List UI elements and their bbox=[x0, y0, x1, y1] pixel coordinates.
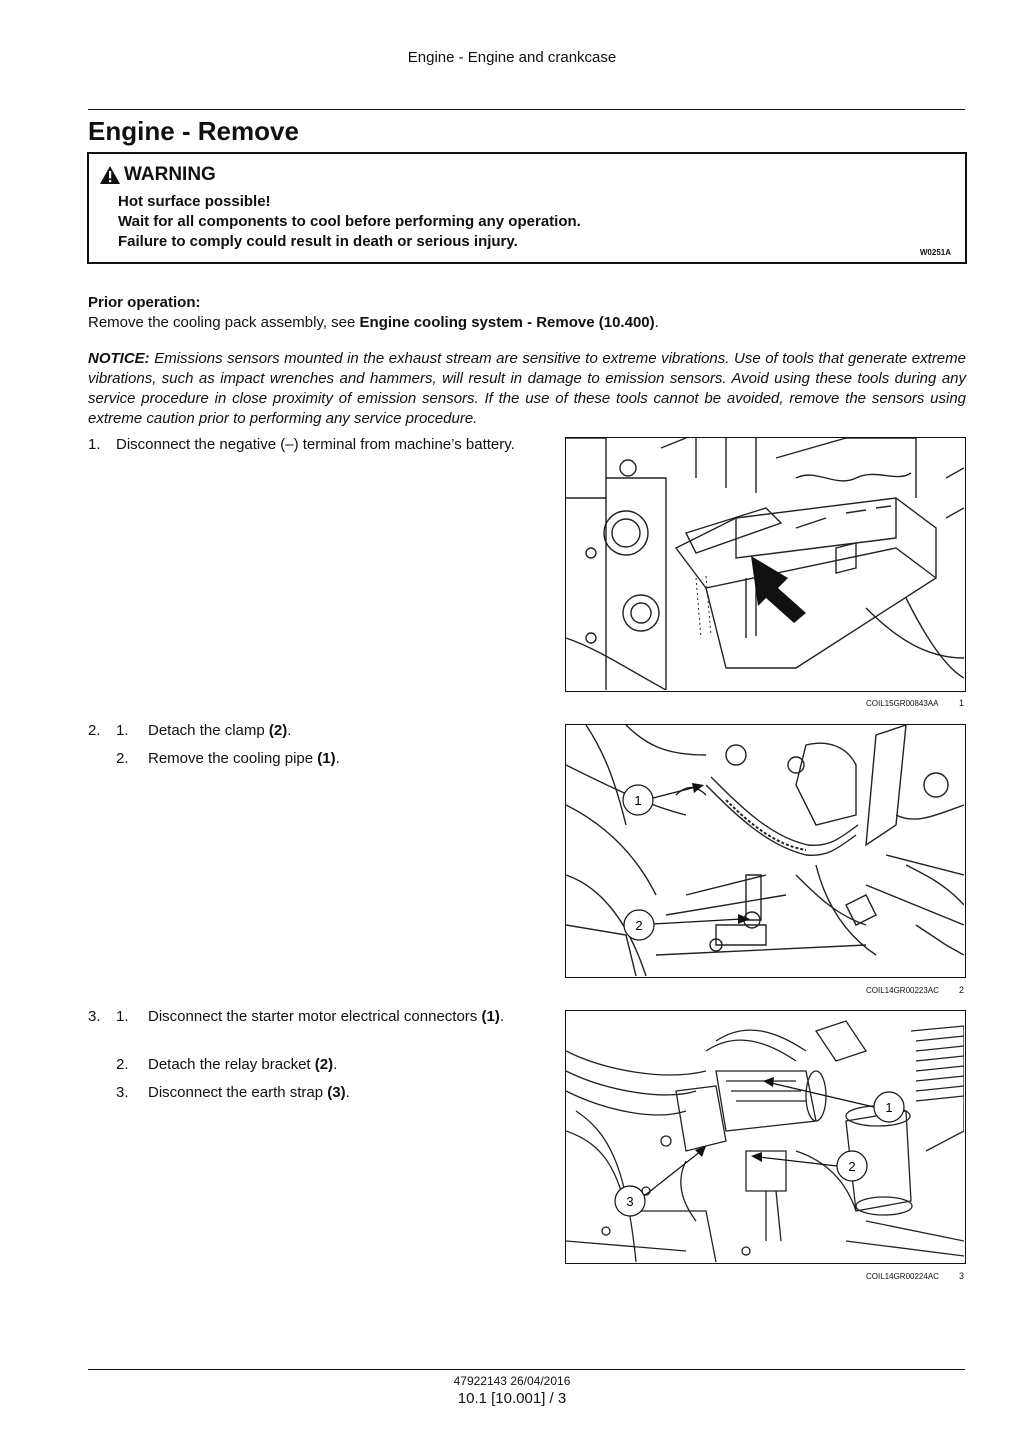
substep-end: . bbox=[287, 722, 292, 739]
prior-operation-text bbox=[88, 314, 659, 331]
figure-code: COIL14GR00224AC bbox=[866, 1272, 939, 1281]
substep-text bbox=[148, 1083, 350, 1103]
warning-text bbox=[118, 192, 581, 252]
step-number: 3. bbox=[88, 1008, 101, 1025]
running-header: Engine - Engine and crankcase bbox=[407, 49, 617, 66]
substep-end: . bbox=[335, 750, 340, 767]
substep-end: . bbox=[345, 1084, 350, 1101]
substep-end: . bbox=[499, 1008, 504, 1025]
callout-label: 1 bbox=[885, 1100, 893, 1115]
substep-ref: (2) bbox=[314, 1056, 334, 1073]
footer-rule bbox=[88, 1369, 965, 1370]
substep-body: Detach the clamp bbox=[148, 722, 269, 739]
substep-number: 2. bbox=[116, 750, 129, 767]
section-title: Engine - Remove bbox=[88, 116, 299, 146]
substep-text bbox=[148, 749, 340, 769]
starter-motor-illustration bbox=[566, 1011, 964, 1262]
substep-end: . bbox=[333, 1056, 338, 1073]
prior-operation-lead: Remove the cooling pack assembly, see bbox=[88, 314, 360, 331]
figure-number: 3 bbox=[959, 1271, 965, 1281]
warning-triangle-icon bbox=[99, 165, 121, 185]
substep-number: 2. bbox=[116, 1056, 129, 1073]
notice-text: Emissions sensors mounted in the exhaust stream are sensitive to extreme vibrations. Use of tools that generate extreme vibrations, such as impact wrenches and hammers, will result in damage to emission sensors. Avoid using these tools during any service procedure in close proximity of emission sensors. If the use of these tools cannot be avoided, remove the sensors using extreme caution prior to performing any service procedure. bbox=[88, 350, 966, 427]
substep-number: 1. bbox=[116, 1008, 129, 1025]
figure-cooling-pipe bbox=[565, 724, 966, 978]
prior-operation-link[interactable]: Engine cooling system - Remove (10.400) bbox=[359, 314, 655, 331]
callout-label: 3 bbox=[626, 1194, 634, 1209]
callout-label: 2 bbox=[848, 1159, 856, 1174]
substep-number: 3. bbox=[116, 1084, 129, 1101]
substep-text bbox=[148, 1055, 337, 1075]
prior-operation-end: . bbox=[654, 314, 659, 331]
warning-line: Failure to comply could result in death or serious injury. bbox=[118, 233, 518, 250]
step-number: 1. bbox=[88, 436, 101, 453]
substep-body: Disconnect the starter motor electrical connectors bbox=[148, 1008, 482, 1025]
figure-battery bbox=[565, 437, 966, 692]
callout-label: 1 bbox=[634, 793, 642, 808]
battery-illustration bbox=[566, 438, 964, 690]
notice-label: NOTICE: bbox=[88, 350, 150, 367]
substep-text bbox=[148, 721, 291, 741]
figure-code: COIL14GR00223AC bbox=[866, 986, 939, 995]
substep-number: 1. bbox=[116, 722, 129, 739]
substep-ref: (3) bbox=[327, 1084, 346, 1101]
callout-label: 2 bbox=[635, 918, 643, 933]
figure-number: 1 bbox=[959, 698, 965, 708]
figure-number: 2 bbox=[959, 985, 965, 995]
footer-doc-ref: 47922143 26/04/2016 bbox=[453, 1374, 571, 1388]
warning-line: Wait for all components to cool before performing any operation. bbox=[118, 213, 581, 230]
warning-heading bbox=[99, 164, 216, 186]
figure-code: COIL15GR00843AA bbox=[866, 699, 939, 708]
header-rule bbox=[88, 109, 965, 110]
substep-body: Disconnect the earth strap bbox=[148, 1084, 328, 1101]
step-number: 2. bbox=[88, 722, 101, 739]
warning-box bbox=[87, 152, 967, 264]
prior-operation-heading: Prior operation: bbox=[88, 294, 201, 311]
figure-starter-motor bbox=[565, 1010, 966, 1264]
warning-line: Hot surface possible! bbox=[118, 193, 271, 210]
cooling-pipe-illustration bbox=[566, 725, 964, 976]
step-text: Disconnect the negative (–) terminal from machine’s battery. bbox=[116, 436, 515, 453]
substep-ref: (1) bbox=[317, 750, 336, 767]
warning-heading-label: WARNING bbox=[124, 164, 216, 185]
substep-ref: (2) bbox=[268, 722, 288, 739]
warning-code: W0251A bbox=[919, 248, 951, 257]
notice-paragraph bbox=[88, 349, 966, 429]
substep-text bbox=[148, 1007, 533, 1027]
substep-body: Detach the relay bracket bbox=[148, 1056, 315, 1073]
substep-body: Remove the cooling pipe bbox=[148, 750, 318, 767]
footer-page-number: 10.1 [10.001] / 3 bbox=[457, 1390, 567, 1407]
substep-ref: (1) bbox=[481, 1008, 500, 1025]
